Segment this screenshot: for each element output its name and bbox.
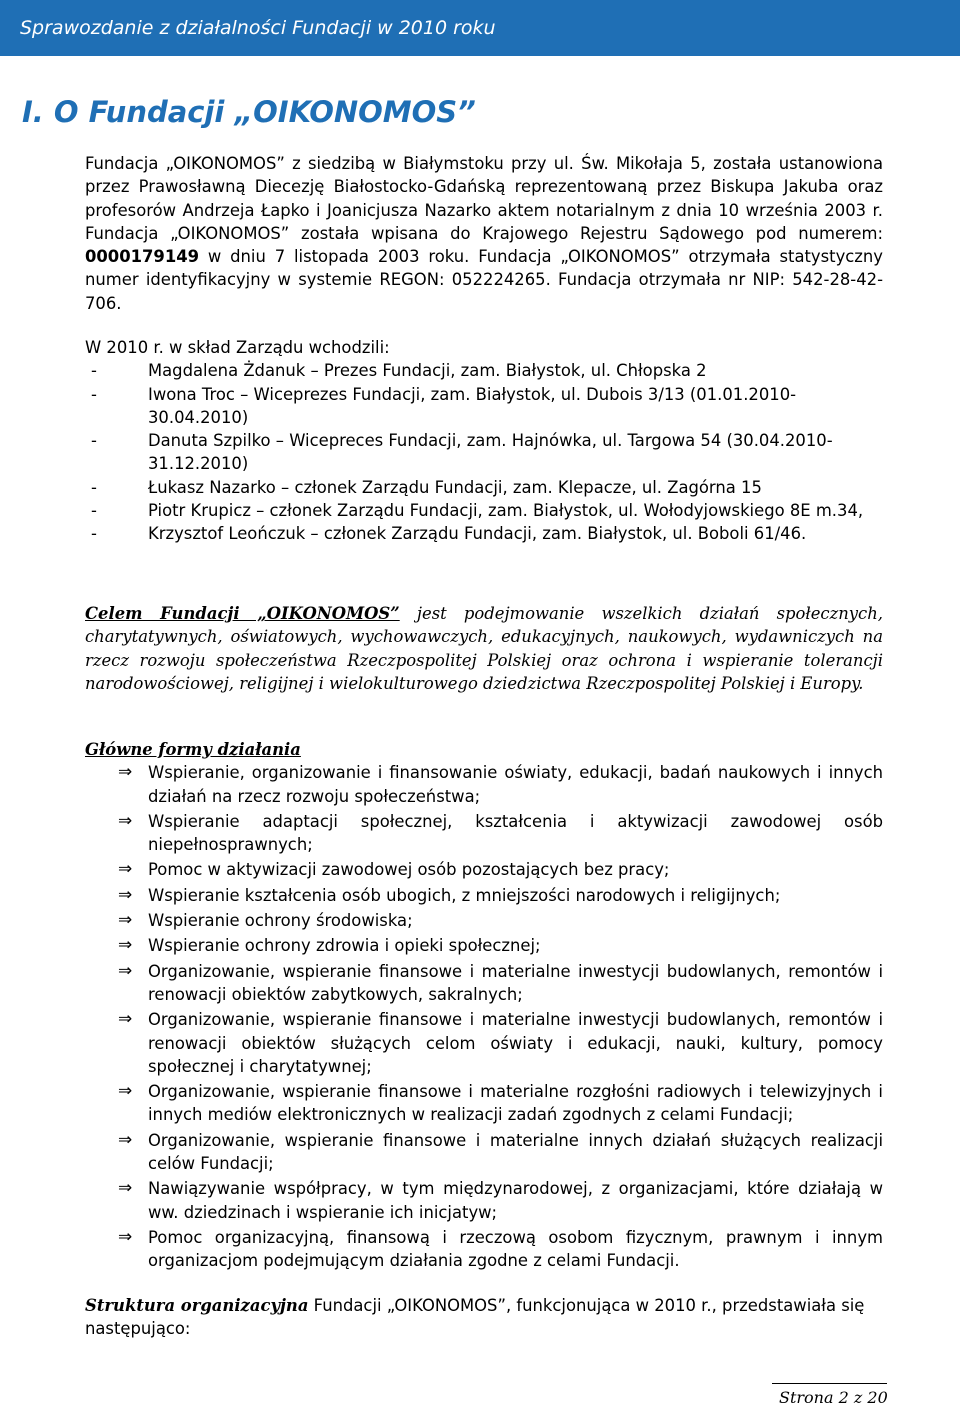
arrow-bullet-icon: ⇒: [118, 810, 133, 831]
form-item: Pomoc organizacyjną, finansową i rzeczową osobom fizycznym, prawnym i innym organizacjom podejmującym działania zgodne z celami Fundacji.: [148, 1227, 883, 1271]
form-item: Pomoc w aktywizacji zawodowej osób pozostających bez pracy;: [148, 860, 670, 880]
board-member: Danuta Szpilko – Wicepreces Fundacji, zam. Hajnówka, ul. Targowa 54 (30.04.2010-31.12.2010): [148, 431, 833, 474]
form-item: Wspieranie kształcenia osób ubogich, z mniejszości narodowych i religijnych;: [148, 885, 781, 905]
form-item: Organizowanie, wspieranie finansowe i materialne inwestycji budowlanych, remontów i renowacji obiektów zabytkowych, sakralnych;: [148, 961, 883, 1004]
forms-section: [85, 738, 883, 1275]
board-member: Magdalena Żdanuk – Prezes Fundacji, zam. Białystok, ul. Chłopska 2: [148, 361, 707, 381]
arrow-bullet-icon: ⇒: [118, 1009, 133, 1030]
list-item: [85, 1008, 883, 1078]
arrow-bullet-icon: ⇒: [118, 960, 133, 981]
form-item: Organizowanie, wspieranie finansowe i materialne inwestycji budowlanych, remontów i renowacji obiektów służących celom oświaty i edukacji, nauki, kultury, pomocy społecznej i charytatywnej;: [148, 1010, 883, 1076]
running-header: [0, 0, 960, 56]
list-item: [85, 1080, 883, 1127]
board-list: [85, 359, 883, 545]
goal-text: jest podejmowanie wszelkich działań społecznych, charytatywnych, oświatowych, wychowawczych, edukacyjnych, naukowych, wydawniczych na rzecz rozwoju społeczeństwa Rzeczpospolitej Polskiej oraz ochrona i wspieranie tolerancji narodowościowej, religijnej i wielokulturowego dziedzictwa Rzeczpospolitej Polskiej i Europy.: [85, 604, 883, 693]
arrow-bullet-icon: ⇒: [118, 910, 133, 931]
arrow-bullet-icon: ⇒: [118, 1129, 133, 1150]
board-member: Krzysztof Leończuk – członek Zarządu Fundacji, zam. Białystok, ul. Boboli 61/46.: [148, 524, 807, 544]
dash-bullet: -: [91, 524, 97, 544]
list-item: [85, 383, 883, 430]
goal-paragraph: [85, 602, 883, 695]
arrow-bullet-icon: ⇒: [118, 762, 133, 783]
board-heading: W 2010 r. w skład Zarządu wchodzili:: [85, 338, 390, 357]
list-item: [85, 761, 883, 808]
intro-paragraph: [85, 152, 883, 315]
forms-heading: Główne formy działania: [85, 740, 301, 759]
list-item: [85, 476, 883, 499]
list-item: [85, 858, 883, 881]
dash-bullet: -: [91, 431, 97, 451]
page-number: Strona 2 z 20: [779, 1388, 888, 1407]
list-item: [85, 359, 883, 382]
form-item: Wspieranie adaptacji społecznej, kształcenia i aktywizacji zawodowej osób niepełnosprawnych;: [148, 811, 883, 855]
list-item: [85, 1177, 883, 1224]
form-item: Wspieranie ochrony środowiska;: [148, 911, 413, 931]
list-item: [85, 810, 883, 857]
structure-paragraph: [85, 1294, 883, 1341]
section-title: I. O Fundacji „OIKONOMOS”: [22, 95, 476, 129]
form-item: Wspieranie, organizowanie i finansowanie oświaty, edukacji, badań naukowych i innych działań na rzecz rozwoju społeczeństwa;: [148, 763, 883, 806]
list-item: [85, 522, 883, 545]
form-item: Nawiązywanie współpracy, w tym międzynarodowej, z organizacjami, które działają w ww. dziedzinach i wspieranie ich inicjatyw;: [148, 1179, 883, 1222]
arrow-bullet-icon: ⇒: [118, 935, 133, 956]
board-member: Piotr Krupicz – członek Zarządu Fundacji, zam. Białystok, ul. Wołodyjowskiego 8E m.34,: [148, 501, 864, 521]
arrow-bullet-icon: ⇒: [118, 884, 133, 905]
list-item: [85, 1129, 883, 1176]
intro-text-1: Fundacja „OIKONOMOS” z siedzibą w Białymstoku przy ul. Św. Mikołaja 5, została ustanowiona przez Prawosławną Diecezję Białostocko-Gdańską reprezentowaną przez Biskupa Jakuba oraz profesorów Andrzeja Łapko i Joanicjusza Nazarko aktem notarialnym z dnia 10 września 2003 r. Fundacja „OIKONOMOS” została wpisana do Krajowego Rejestru Sądowego pod numerem:: [85, 154, 883, 243]
list-item: [85, 934, 883, 957]
form-item: Organizowanie, wspieranie finansowe i materialne rozgłośni radiowych i telewizyjnych i innych mediów elektronicznych w realizacji zadań zgodnych z celami Fundacji;: [148, 1082, 883, 1125]
arrow-bullet-icon: ⇒: [118, 859, 133, 880]
footer-divider: [772, 1383, 887, 1384]
list-item: [85, 909, 883, 932]
header-title: Sprawozdanie z działalności Fundacji w 2010 roku: [20, 17, 496, 39]
dash-bullet: -: [91, 477, 97, 497]
list-item: [85, 1226, 883, 1273]
arrow-bullet-icon: ⇒: [118, 1226, 133, 1247]
list-item: [85, 429, 883, 476]
dash-bullet: -: [91, 501, 97, 521]
board-section: [85, 336, 883, 546]
forms-list: [85, 761, 883, 1272]
dash-bullet: -: [91, 361, 97, 381]
dash-bullet: -: [91, 384, 97, 404]
structure-text: Fundacji „OIKONOMOS”, funkcjonująca w 2010 r., przedstawiała się następująco:: [85, 1296, 865, 1339]
form-item: Organizowanie, wspieranie finansowe i materialne innych działań służących realizacji celów Fundacji;: [148, 1130, 883, 1174]
krs-number: 0000179149: [85, 247, 200, 267]
list-item: [85, 884, 883, 907]
board-member: Iwona Troc – Wiceprezes Fundacji, zam. Białystok, ul. Dubois 3/13 (01.01.2010-30.04.2010): [148, 384, 797, 427]
intro-text-2: w dniu 7 listopada 2003 roku. Fundacja „OIKONOMOS” otrzymała statystyczny numer identyfikacyjny w systemie REGON: 052224265. Fundacja otrzymała nr NIP: 542-28-42-706.: [85, 247, 883, 313]
list-item: [85, 960, 883, 1007]
goal-lead: Celem Fundacji „OIKONOMOS”: [85, 604, 400, 623]
form-item: Wspieranie ochrony zdrowia i opieki społecznej;: [148, 936, 541, 956]
arrow-bullet-icon: ⇒: [118, 1178, 133, 1199]
structure-lead: Struktura organizacyjna: [85, 1296, 309, 1315]
arrow-bullet-icon: ⇒: [118, 1081, 133, 1102]
board-member: Łukasz Nazarko – członek Zarządu Fundacji, zam. Klepacze, ul. Zagórna 15: [148, 477, 762, 497]
list-item: [85, 499, 883, 522]
